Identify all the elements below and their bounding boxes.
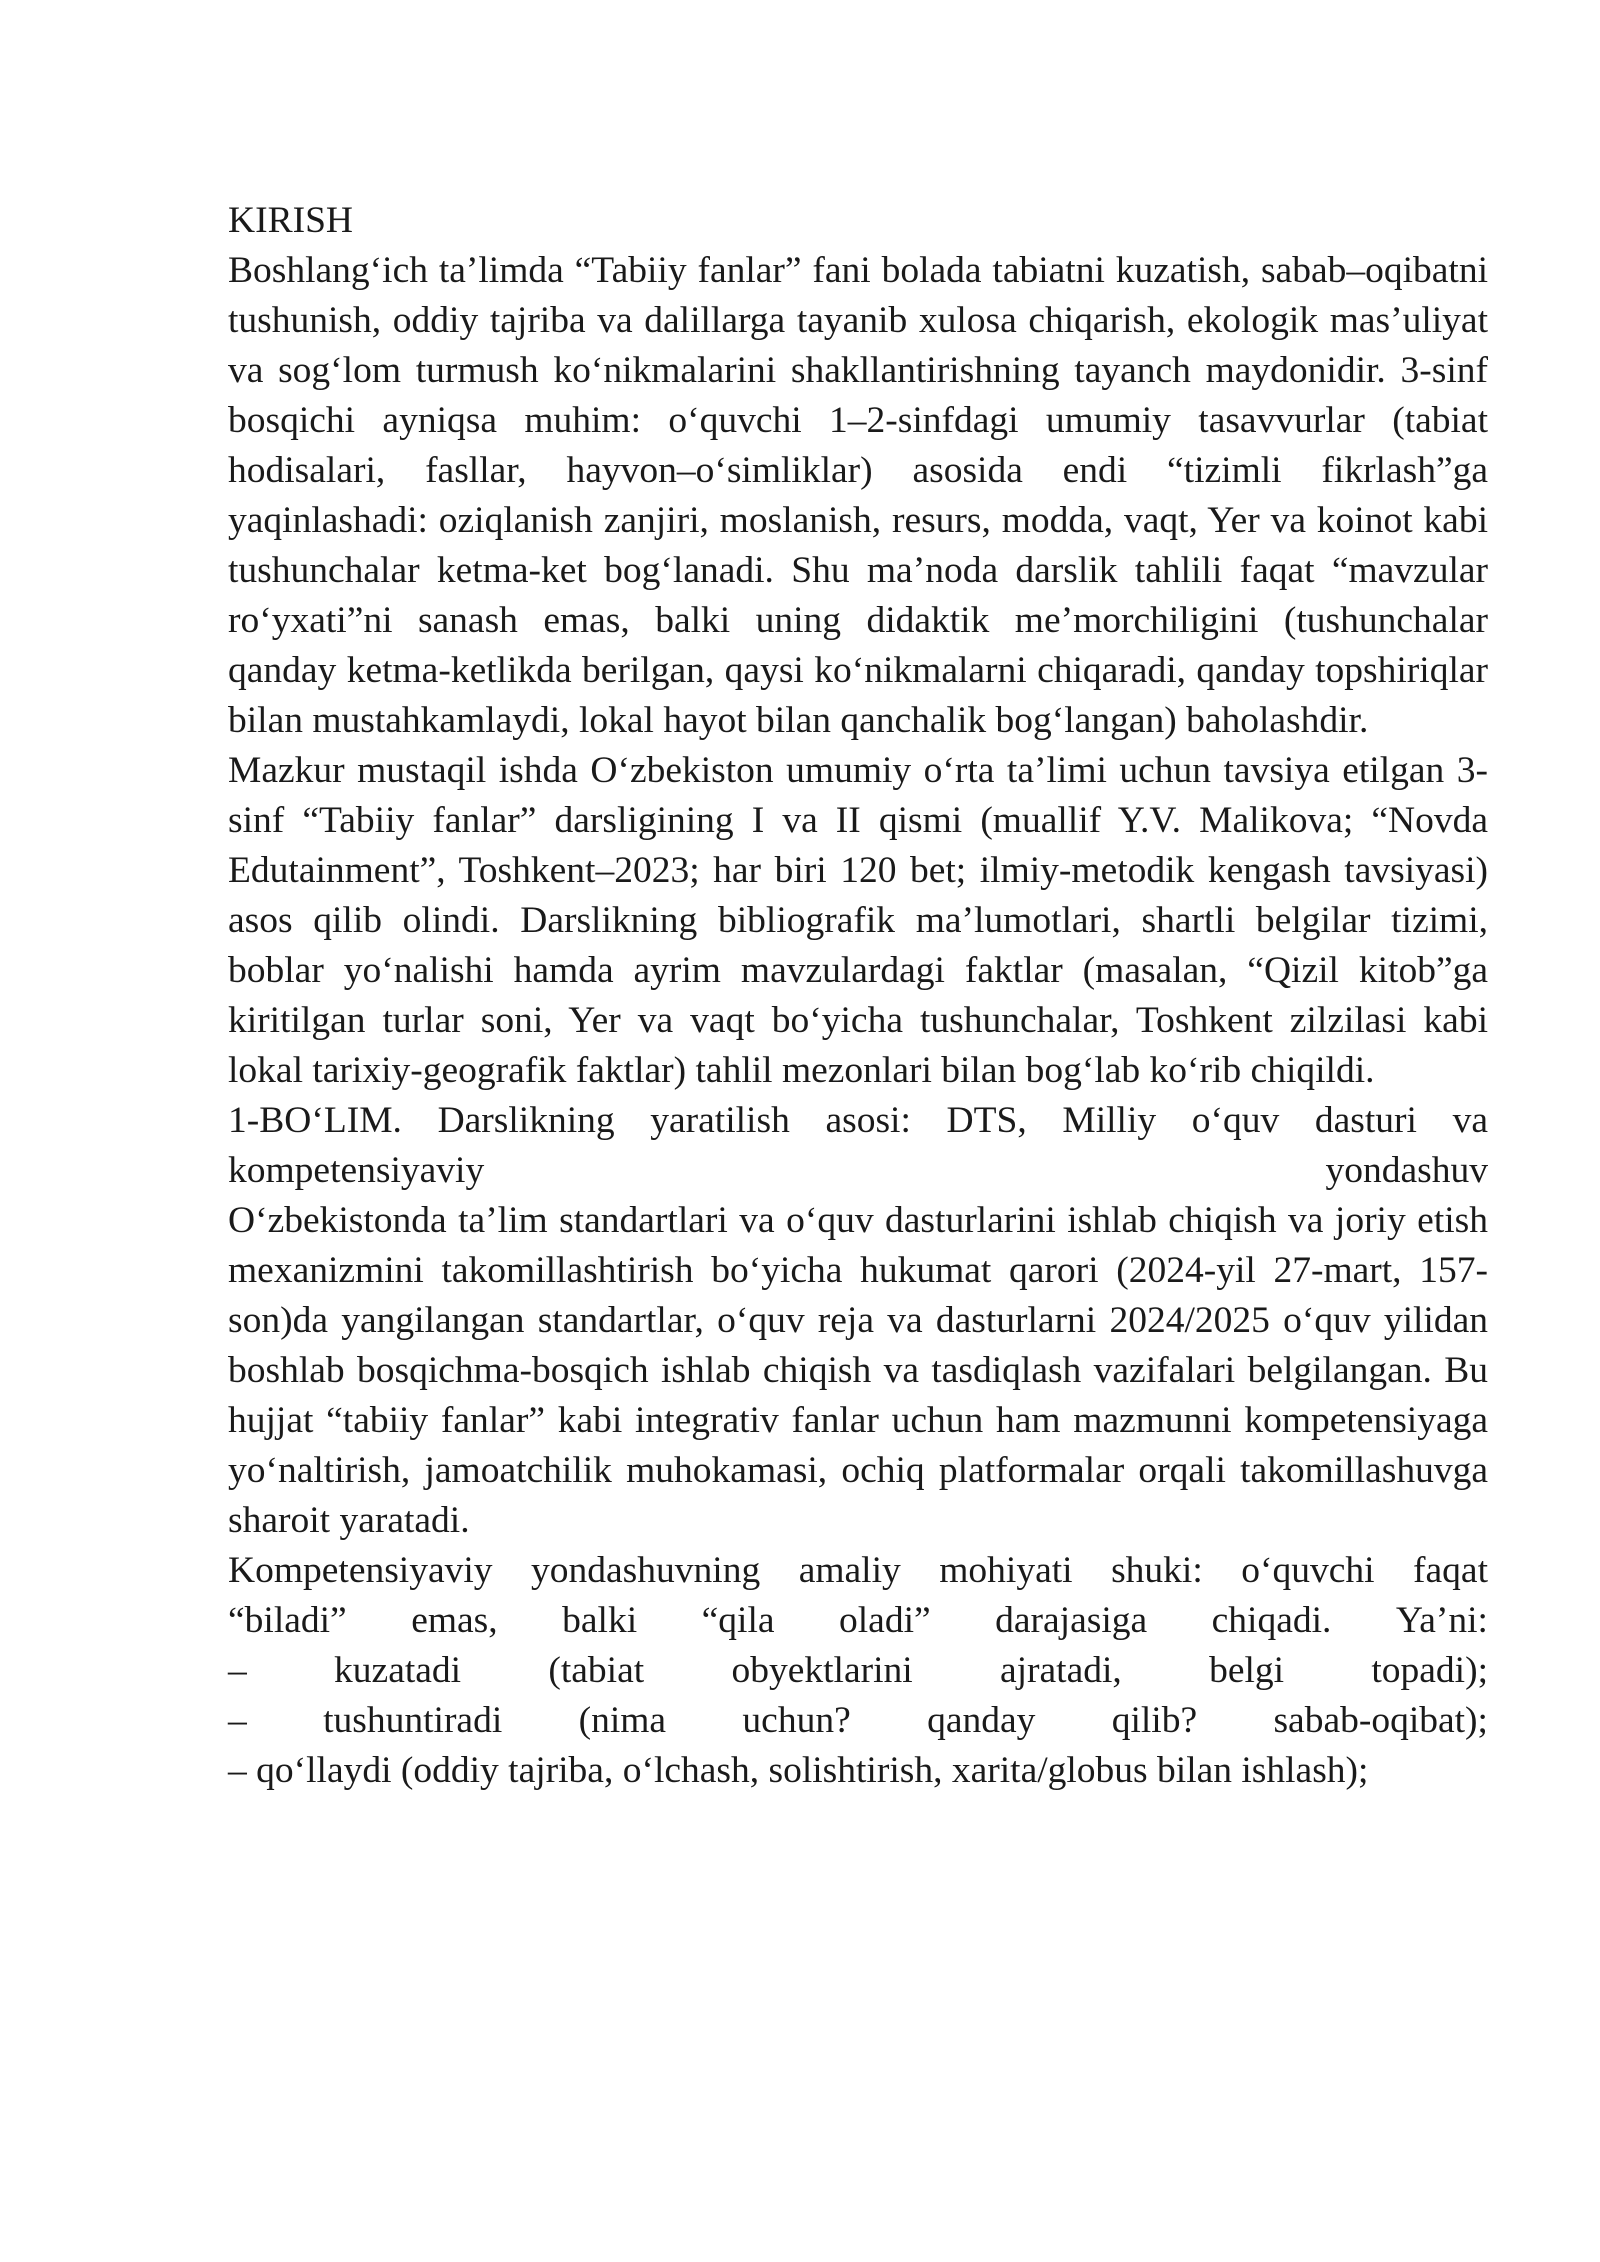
- fourth-paragraph-line1: Kompetensiyaviy yondashuvning amaliy mohiyati shuki: o‘quvchi faqat: [228, 1550, 1488, 1591]
- bullet-dash: –: [228, 1650, 247, 1691]
- fourth-paragraph-line2: [228, 1596, 1488, 1646]
- section-title-word-left: kompetensiyaviy: [228, 1150, 485, 1191]
- word: Ya’ni:: [1395, 1600, 1488, 1641]
- word: “qila: [701, 1600, 775, 1641]
- word: sabab-oqibat);: [1273, 1700, 1488, 1741]
- section-title-line2: [228, 1146, 1488, 1196]
- word: qanday: [927, 1700, 1036, 1741]
- bullet-item-tushuntiradi: [228, 1696, 1488, 1746]
- word: emas,: [411, 1600, 498, 1641]
- word: ajratadi,: [999, 1650, 1122, 1691]
- word: kuzatadi: [334, 1650, 462, 1691]
- bullet-dash: –: [228, 1700, 247, 1741]
- section-title-word-right: yondashuv: [1325, 1150, 1488, 1191]
- word: uchun?: [742, 1700, 851, 1741]
- section-title-line1: 1-BO‘LIM. Darslikning yaratilish asosi: DTS, Milliy o‘quv dasturi va: [228, 1100, 1488, 1141]
- word: oladi”: [839, 1600, 931, 1641]
- word: tushuntiradi: [323, 1700, 503, 1741]
- section-heading-kirish: KIRISH: [228, 200, 354, 241]
- fourth-paragraph: [228, 1546, 1488, 1796]
- word: balki: [562, 1600, 638, 1641]
- word: obyektlarini: [731, 1650, 913, 1691]
- bullet-item-kuzatadi: [228, 1646, 1488, 1696]
- word: topadi);: [1371, 1650, 1488, 1691]
- word: darajasiga: [995, 1600, 1148, 1641]
- document-page: [228, 196, 1488, 1796]
- word: belgi: [1209, 1650, 1285, 1691]
- word: (tabiat: [548, 1650, 645, 1691]
- word: (nima: [578, 1700, 667, 1741]
- word: “biladi”: [228, 1600, 347, 1641]
- word: qilib?: [1111, 1700, 1198, 1741]
- third-paragraph: O‘zbekistonda ta’lim standartlari va o‘quv dasturlarini ishlab chiqish va joriy etish mexanizmini takomillashtirish bo‘yicha hukumat qarori (2024-yil 27-mart, 157-son)da yangilangan standartlar, o‘quv reja va dasturlarni 2024/2025 o‘quv yilidan boshlab bosqichma-bosqich ishlab chiqish va tasdiqlash vazifalari belgilangan. Bu hujjat “tabiiy fanlar” kabi integrativ fanlar uchun ham mazmunni kompetensiyaga yo‘naltirish, jamoatchilik muhokamasi, ochiq platformalar orqali takomillashuvga sharoit yaratadi.: [228, 1200, 1488, 1541]
- second-paragraph: Mazkur mustaqil ishda O‘zbekiston umumiy o‘rta ta’limi uchun tavsiya etilgan 3-sinf “Tabiiy fanlar” darsligining I va II qismi (muallif Y.V. Malikova; “Novda Edutainment”, Toshkent–2023; har biri 120 bet; ilmiy-metodik kengash tavsiyasi) asos qilib olindi. Darslikning bibliografik ma’lumotlari, shartli belgilar tizimi, boblar yo‘nalishi hamda ayrim mavzulardagi faktlar (masalan, “Qizil kitob”ga kiritilgan turlar soni, Yer va vaqt bo‘yicha tushunchalar, Toshkent zilzilasi kabi lokal tarixiy-geografik faktlar) tahlil mezonlari bilan bog‘lab ko‘rib chiqildi.: [228, 750, 1488, 1091]
- bullet-item-qollaydi: – qo‘llaydi (oddiy tajriba, o‘lchash, solishtirish, xarita/globus bilan ishlash);: [228, 1750, 1369, 1791]
- section-title: [228, 1096, 1488, 1196]
- intro-paragraph: Boshlang‘ich ta’limda “Tabiiy fanlar” fani bolada tabiatni kuzatish, sabab–oqibatni tushunish, oddiy tajriba va dalillarga tayanib xulosa chiqarish, ekologik mas’uliyat va sog‘lom turmush ko‘nikmalarini shakllantirishning tayanch maydonidir. 3-sinf bosqichi ayniqsa muhim: o‘quvchi 1–2-sinfdagi umumiy tasavvurlar (tabiat hodisalari, fasllar, hayvon–o‘simliklar) asosida endi “tizimli fikrlash”ga yaqinlashadi: oziqlanish zanjiri, moslanish, resurs, modda, vaqt, Yer va koinot kabi tushunchalar ketma-ket bog‘lanadi. Shu ma’noda darslik tahlili faqat “mavzular ro‘yxati”ni sanash emas, balki uning didaktik me’morchiligini (tushunchalar qanday ketma-ketlikda berilgan, qaysi ko‘nikmalarni chiqaradi, qanday topshiriqlar bilan mustahkamlaydi, lokal hayot bilan qanchalik bog‘langan) baholashdir.: [228, 250, 1488, 741]
- word: chiqadi.: [1211, 1600, 1332, 1641]
